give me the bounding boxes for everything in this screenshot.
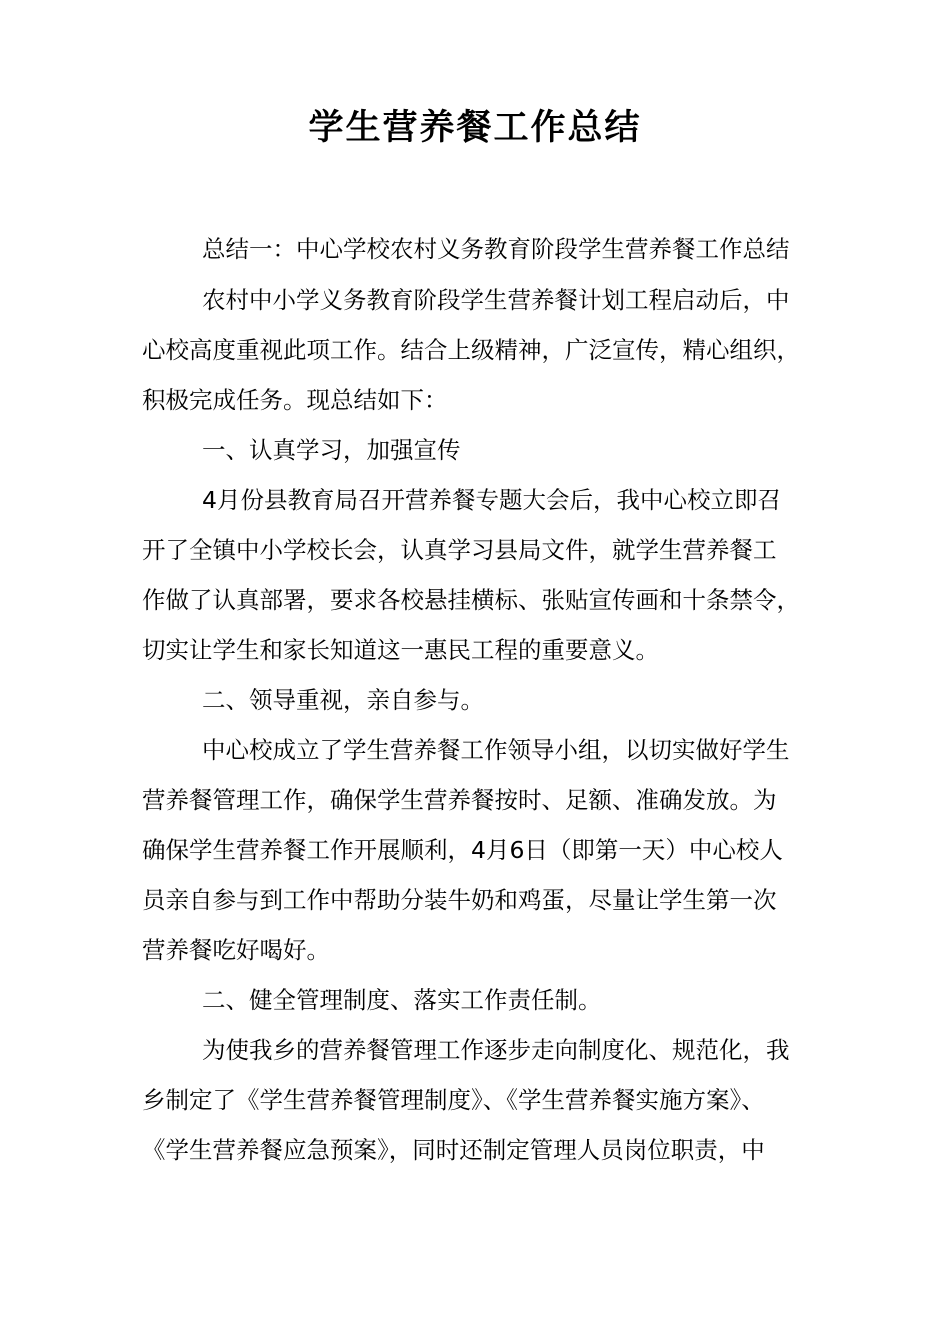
paragraph-line: 作做了认真部署，要求各校悬挂横标、张贴宣传画和十条禁令， xyxy=(142,586,800,614)
paragraph-line: 积极完成任务。现总结如下： xyxy=(142,386,448,414)
paragraph-line: 中心校成立了学生营养餐工作领导小组，以切实做好学生 xyxy=(202,736,790,764)
paragraph-line: 4月份县教育局召开营养餐专题大会后，我中心校立即召 xyxy=(202,486,781,514)
paragraph-line: 《学生营养餐应急预案》，同时还制定管理人员岗位职责，中 xyxy=(142,1136,765,1164)
paragraph-line: 农村中小学义务教育阶段学生营养餐计划工程启动后，中 xyxy=(202,286,790,314)
paragraph-line: 乡制定了《学生营养餐管理制度》、《学生营养餐实施方案》、 xyxy=(142,1086,765,1114)
paragraph-line: 确保学生营养餐工作开展顺利，4月6日（即第一天）中心校人 xyxy=(142,836,783,864)
paragraph-line: 二、领导重视，亲自参与。 xyxy=(202,686,484,714)
paragraph-line: 开了全镇中小学校长会，认真学习县局文件，就学生营养餐工 xyxy=(142,536,777,564)
paragraph-line: 员亲自参与到工作中帮助分装牛奶和鸡蛋，尽量让学生第一次 xyxy=(142,886,777,914)
paragraph-line: 营养餐管理工作，确保学生营养餐按时、足额、准确发放。为 xyxy=(142,786,777,814)
paragraph-line: 二、健全管理制度、落实工作责任制。 xyxy=(202,986,602,1014)
paragraph-line: 为使我乡的营养餐管理工作逐步走向制度化、规范化，我 xyxy=(202,1036,790,1064)
paragraph-line: 一、认真学习，加强宣传 xyxy=(202,436,461,464)
paragraph-line: 心校高度重视此项工作。结合上级精神，广泛宣传，精心组织， xyxy=(142,336,800,364)
paragraph-line: 切实让学生和家长知道这一惠民工程的重要意义。 xyxy=(142,636,659,664)
document-title: 学生营养餐工作总结 xyxy=(308,108,642,148)
paragraph-line: 营养餐吃好喝好。 xyxy=(142,936,330,964)
paragraph-line: 总结一：中心学校农村义务教育阶段学生营养餐工作总结 xyxy=(202,235,790,263)
